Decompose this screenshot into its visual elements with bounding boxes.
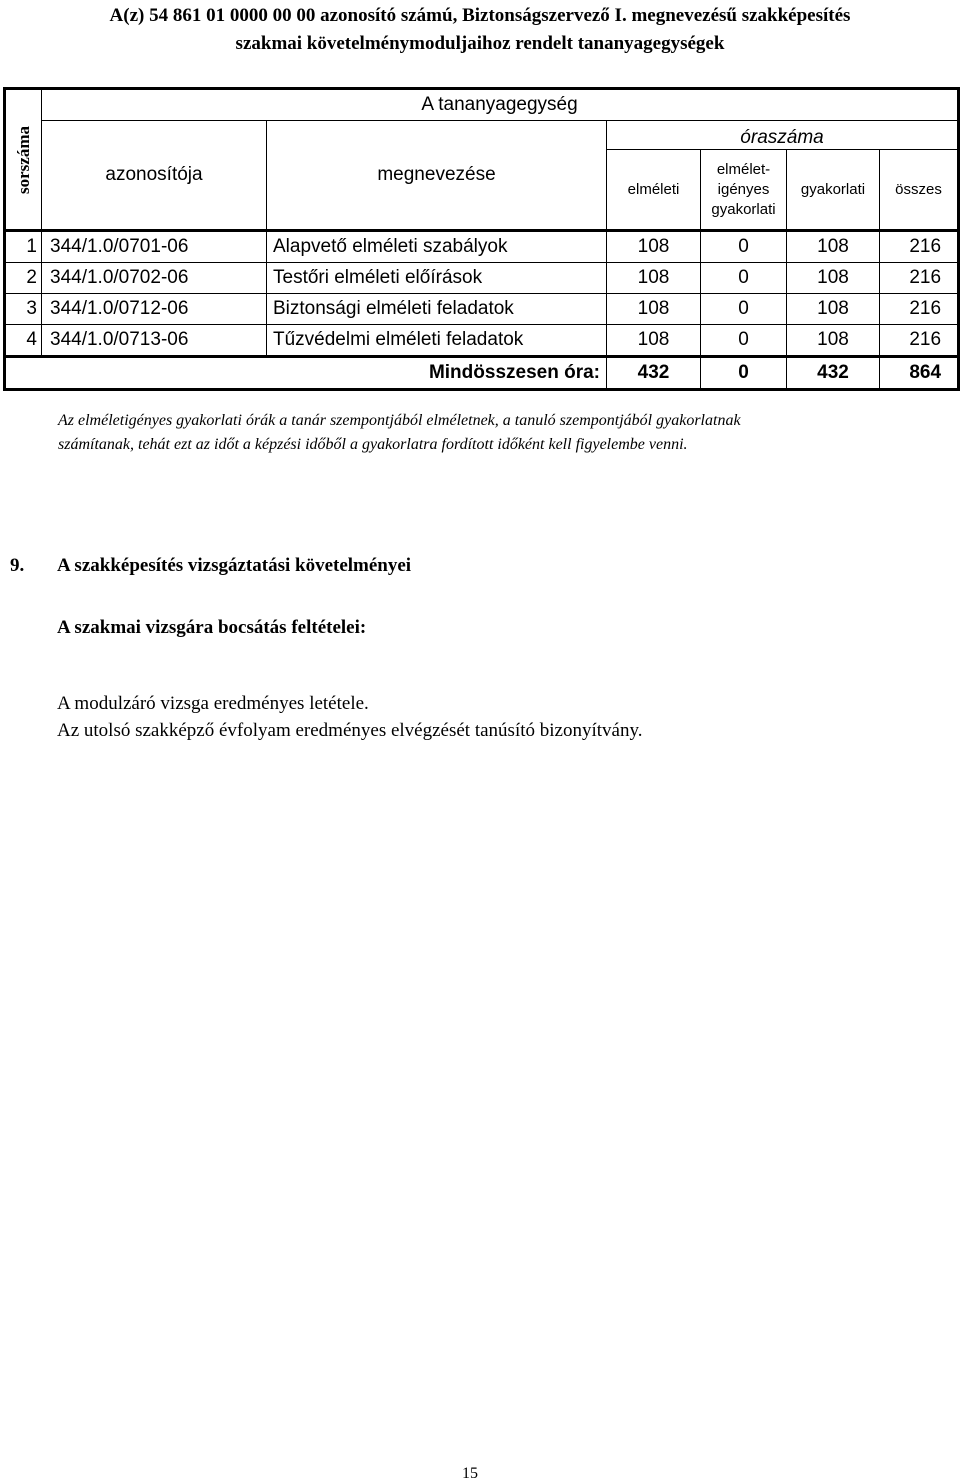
row-gyakorlati: 108: [787, 231, 880, 263]
conditions-paragraph: [57, 690, 642, 744]
header-oraszama: óraszáma: [607, 121, 959, 150]
row-gyakorlati: 108: [787, 294, 880, 325]
section-number: 9.: [10, 555, 25, 576]
row-name: Testőri elméleti előírások: [267, 263, 607, 294]
row-osszes: 216: [880, 263, 959, 294]
row-name: Tűzvédelmi elméleti feladatok: [267, 325, 607, 357]
header-elmeletigenyes: elmélet- igényes gyakorlati: [701, 150, 787, 231]
total-row: [5, 357, 959, 390]
row-gyakorlati: 108: [787, 325, 880, 357]
row-id: 344/1.0/0712-06: [42, 294, 267, 325]
row-number: 2: [5, 263, 42, 294]
row-id: 344/1.0/0713-06: [42, 325, 267, 357]
row-number: 3: [5, 294, 42, 325]
row-osszes: 216: [880, 294, 959, 325]
row-elmeletigenyes: 0: [701, 325, 787, 357]
curriculum-table: [3, 87, 960, 391]
total-gyakorlati: 432: [787, 357, 880, 390]
row-gyakorlati: 108: [787, 263, 880, 294]
footnote: [58, 409, 938, 457]
row-elmeletigenyes: 0: [701, 294, 787, 325]
row-elmeleti: 108: [607, 294, 701, 325]
row-id: 344/1.0/0701-06: [42, 231, 267, 263]
row-elmeleti: 108: [607, 325, 701, 357]
total-label: Mindösszesen óra:: [5, 357, 607, 390]
header-gyakorlati: gyakorlati: [787, 150, 880, 231]
row-number: 4: [5, 325, 42, 357]
header-megnevezese: megnevezése: [267, 121, 607, 231]
table-row: [5, 231, 959, 263]
row-osszes: 216: [880, 325, 959, 357]
row-name: Biztonsági elméleti feladatok: [267, 294, 607, 325]
row-elmeletigenyes: 0: [701, 231, 787, 263]
document-title-line-2: szakmai követelménymoduljaihoz rendelt tananyagegységek: [235, 33, 725, 54]
paragraph-line-2: Az utolsó szakképző évfolyam eredményes elvégzését tanúsító bizonyítvány.: [57, 720, 643, 741]
header-sorszama: sorszáma: [5, 89, 42, 231]
table-row: [5, 325, 959, 357]
section-heading: [10, 555, 411, 577]
paragraph-line-1: A modulzáró vizsga eredményes letétele.: [57, 693, 369, 714]
page-number: 15: [462, 1465, 478, 1482]
section-title: A szakképesítés vizsgáztatási követelményei: [57, 555, 412, 576]
row-number: 1: [5, 231, 42, 263]
table-row: [5, 263, 959, 294]
row-elmeleti: 108: [607, 231, 701, 263]
header-elmeleti: elméleti: [607, 150, 701, 231]
footnote-line-1: Az elméletigényes gyakorlati órák a tanár szempontjából elméletnek, a tanuló szempontjából gyakorlatnak: [58, 412, 741, 429]
footnote-line-2: számítanak, tehát ezt az időt a képzési időből a gyakorlatra fordított időként kell figyelembe venni.: [58, 436, 688, 453]
row-osszes: 216: [880, 231, 959, 263]
header-osszes: összes: [880, 150, 959, 231]
row-elmeleti: 108: [607, 263, 701, 294]
table-row: [5, 294, 959, 325]
document-title: [0, 2, 960, 58]
row-elmeletigenyes: 0: [701, 263, 787, 294]
row-name: Alapvető elméleti szabályok: [267, 231, 607, 263]
row-id: 344/1.0/0702-06: [42, 263, 267, 294]
total-elmeletigenyes: 0: [701, 357, 787, 390]
total-elmeleti: 432: [607, 357, 701, 390]
total-osszes: 864: [880, 357, 959, 390]
header-azonositoja: azonosítója: [42, 121, 267, 231]
subsection-heading: A szakmai vizsgára bocsátás feltételei:: [57, 617, 367, 638]
header-tananyagegyseg: A tananyagegység: [42, 89, 959, 121]
document-title-line-1: A(z) 54 861 01 0000 00 00 azonosító számú, Biztonságszervező I. megnevezésű szakképesítés: [109, 5, 851, 26]
